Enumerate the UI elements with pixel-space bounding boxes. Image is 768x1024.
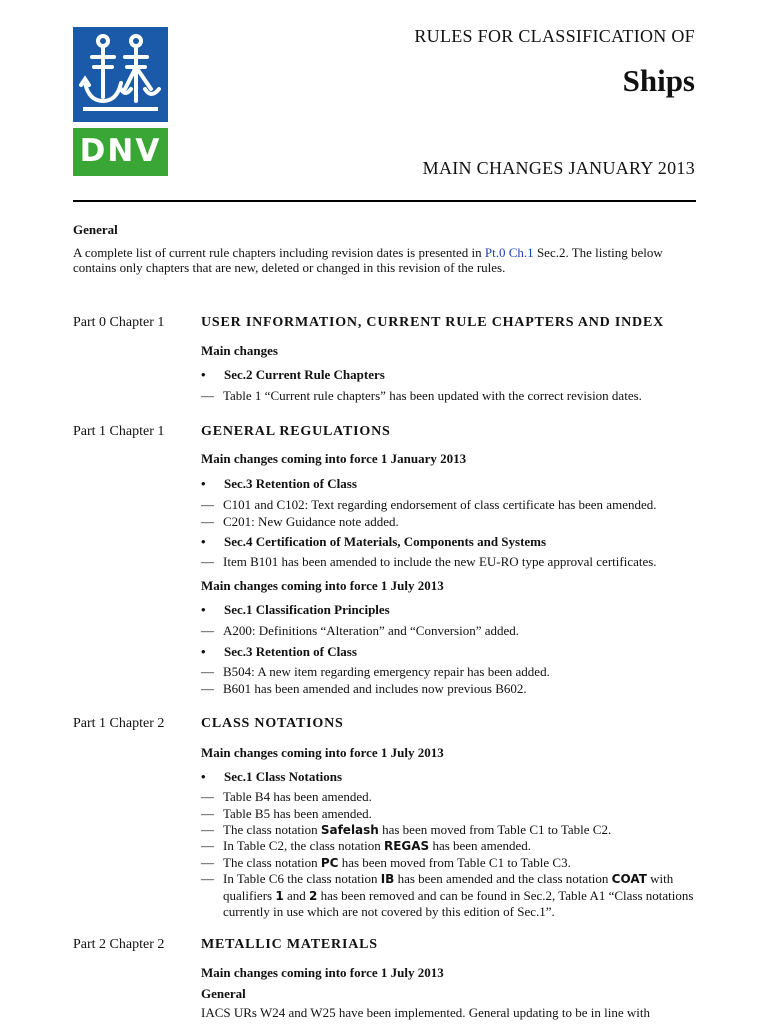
section-bullet <box>201 476 357 492</box>
pt0-ch1-link[interactable]: Pt.0 Ch.1 <box>484 245 534 260</box>
dash-icon: — <box>201 623 214 638</box>
change-item <box>201 664 696 680</box>
bullet-icon: • <box>201 769 206 784</box>
document-title: Ships <box>622 63 695 98</box>
dnv-logo-wordmark <box>73 128 168 176</box>
bullet-icon: • <box>201 476 206 491</box>
main-changes-heading: Main changes <box>201 343 278 358</box>
dash-icon: — <box>201 554 214 569</box>
change-item <box>201 681 696 697</box>
intro-text: A complete list of current rule chapters including revision dates is presented in <box>73 245 485 260</box>
dash-icon: — <box>201 789 214 804</box>
section-bullet <box>201 769 342 785</box>
change-item <box>201 623 696 639</box>
section-bullet <box>201 534 546 550</box>
change-text: A200: Definitions “Alteration” and “Conversion” added. <box>223 623 520 638</box>
qualifier: 2 <box>308 888 318 903</box>
section-title: Sec.2 Current Rule Chapters <box>224 367 385 382</box>
change-item <box>201 855 696 872</box>
logo-text: DNV <box>79 133 162 169</box>
dash-icon: — <box>201 388 214 403</box>
bullet-icon: • <box>201 644 206 659</box>
rules-header: RULES FOR CLASSIFICATION OF <box>414 26 695 46</box>
change-item <box>201 497 696 513</box>
section-title: Sec.3 Retention of Class <box>224 644 357 659</box>
main-changes-heading: Main changes coming into force 1 July 2013 <box>201 745 444 760</box>
change-item <box>201 871 696 920</box>
change-item <box>201 806 696 822</box>
part-label: Part 1 Chapter 1 <box>73 424 165 439</box>
dnv-logo-emblem <box>73 27 168 122</box>
bullet-icon: • <box>201 534 206 549</box>
anchor-scales-icon <box>73 27 168 122</box>
section-bullet <box>201 367 385 383</box>
dash-icon: — <box>201 855 214 870</box>
change-text: C201: New Guidance note added. <box>223 514 399 529</box>
general-intro <box>73 245 696 275</box>
change-text: The class notation Safelash has been moved from Table C1 to Table C2. <box>223 822 612 837</box>
change-text: Table B4 has been amended. <box>223 789 372 804</box>
dash-icon: — <box>201 838 214 853</box>
dash-icon: — <box>201 664 214 679</box>
class-notation: Safelash <box>320 823 379 837</box>
general-heading: General <box>73 222 118 237</box>
bullet-icon: • <box>201 602 206 617</box>
change-item <box>201 388 696 404</box>
class-notation: COAT <box>611 872 647 886</box>
part-title: CLASS NOTATIONS <box>201 716 344 731</box>
part-title: USER INFORMATION, CURRENT RULE CHAPTERS AND INDEX <box>201 315 665 330</box>
document-subtitle: MAIN CHANGES JANUARY 2013 <box>422 158 695 178</box>
change-text: B504: A new item regarding emergency repair has been added. <box>223 664 550 679</box>
section-bullet <box>201 644 357 660</box>
change-text: Item B101 has been amended to include the new EU-RO type approval certificates. <box>223 554 657 569</box>
part-label: Part 2 Chapter 2 <box>73 937 165 952</box>
change-text: In Table C2, the class notation REGAS has been amended. <box>223 838 531 853</box>
dash-icon: — <box>201 497 214 512</box>
change-text: Table 1 “Current rule chapters” has been updated with the correct revision dates. <box>223 388 642 403</box>
class-notation: IB <box>380 872 395 886</box>
part-label: Part 0 Chapter 1 <box>73 315 165 330</box>
change-item <box>201 514 696 530</box>
part-title: GENERAL REGULATIONS <box>201 424 391 439</box>
section-bullet <box>201 602 390 618</box>
bullet-icon: • <box>201 367 206 382</box>
class-notation: PC <box>320 856 339 870</box>
intro-text-cont: Sec.2. The listing below contains only chapters that are new, deleted or changed in this revision of the rules. <box>73 245 663 275</box>
change-item <box>201 554 696 570</box>
change-text: B601 has been amended and includes now previous B602. <box>223 681 527 696</box>
main-changes-heading: Main changes coming into force 1 July 2013 <box>201 965 444 980</box>
qualifier: 1 <box>275 888 284 903</box>
main-changes-heading: Main changes coming into force 1 July 2013 <box>201 578 444 593</box>
general-subheading: General <box>201 986 246 1001</box>
part-title: METALLIC MATERIALS <box>201 937 378 952</box>
change-item <box>201 822 696 839</box>
dash-icon: — <box>201 681 214 696</box>
dash-icon: — <box>201 514 214 529</box>
change-text: Table B5 has been amended. <box>223 806 372 821</box>
section-title: Sec.4 Certification of Materials, Components and Systems <box>224 534 547 549</box>
dash-icon: — <box>201 871 214 886</box>
dash-icon: — <box>201 822 214 837</box>
change-text: C101 and C102: Text regarding endorsement of class certificate has been amended. <box>223 497 657 512</box>
change-text: The class notation PC has been moved from Table C1 to Table C3. <box>223 855 571 870</box>
change-item <box>201 838 696 855</box>
main-changes-heading: Main changes coming into force 1 January 2013 <box>201 451 467 466</box>
section-title: Sec.3 Retention of Class <box>224 476 357 491</box>
change-item <box>201 789 696 805</box>
general-paragraph: IACS URs W24 and W25 have been implemented. General updating to be in line with <box>201 1005 651 1020</box>
dash-icon: — <box>201 806 214 821</box>
change-text: In Table C6 the class notation IB has been amended and the class notation COAT with qualifiers 1 and 2 has been removed and can be found in Sec.2, Table A1 “Class notations currently in use which are not covered by this edition of Sec.1”. <box>223 871 694 919</box>
part-label: Part 1 Chapter 2 <box>73 716 165 731</box>
class-notation: REGAS <box>383 839 430 853</box>
header-divider <box>73 200 696 202</box>
section-title: Sec.1 Class Notations <box>224 769 343 784</box>
section-title: Sec.1 Classification Principles <box>224 602 390 617</box>
